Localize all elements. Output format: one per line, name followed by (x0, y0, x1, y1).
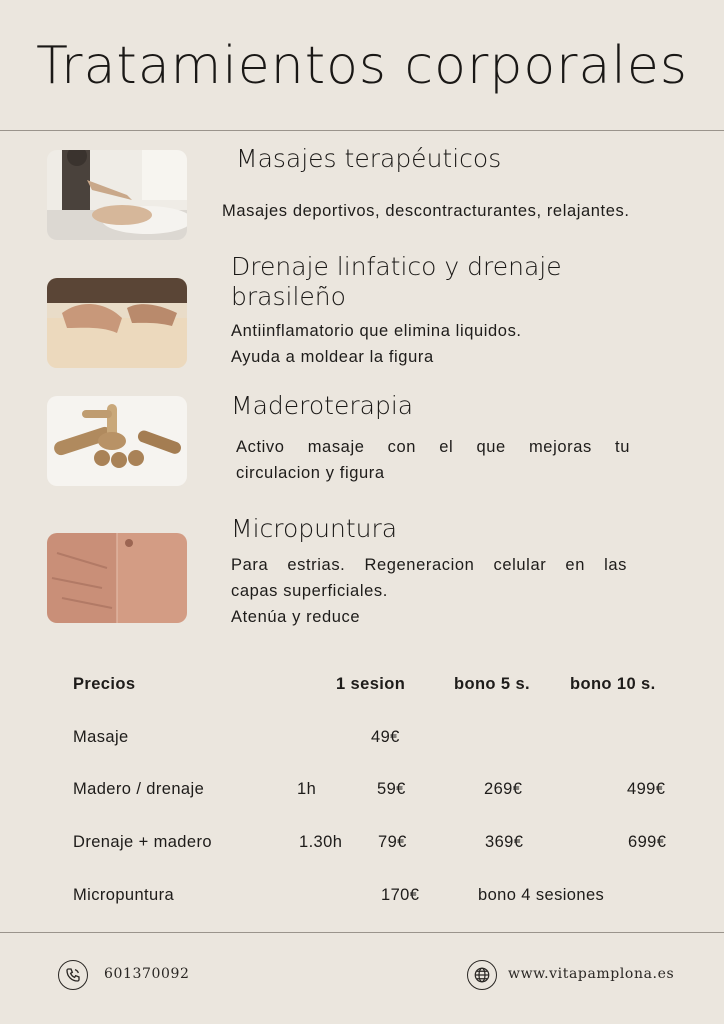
top-divider (0, 130, 724, 131)
price-row-single: 170€ (381, 886, 420, 904)
service-description-drenaje (231, 318, 522, 370)
price-header-bono5: bono 5 s. (454, 675, 531, 693)
description-line: Atenúa y reduce (231, 608, 361, 626)
price-row-single: 59€ (377, 780, 406, 798)
price-row-name: Micropuntura (73, 886, 175, 904)
phone-number[interactable]: 601370092 (104, 966, 190, 982)
price-row-bono5: 269€ (484, 780, 523, 798)
maderoterapia-photo (47, 396, 187, 486)
price-row-name: Masaje (73, 728, 129, 746)
price-row-duration: 1.30h (299, 833, 343, 851)
service-description-masajes (222, 198, 630, 224)
globe-icon[interactable] (467, 960, 497, 990)
description-line: Activo masaje con el que mejoras tu (236, 438, 630, 456)
price-row-single: 49€ (371, 728, 400, 746)
description-line: Ayuda a moldear la figura (231, 348, 434, 366)
description-line: Para estrias. Regeneracion celular en las (231, 556, 627, 574)
price-row-duration: 1h (297, 780, 317, 798)
description-line: circulacion y figura (236, 464, 385, 482)
drainage-photo (47, 278, 187, 368)
price-row-bono5: 369€ (485, 833, 524, 851)
title-line: Drenaje linfatico y drenaje (231, 252, 562, 281)
massage-photo (47, 150, 187, 240)
service-title-drenaje (231, 252, 562, 312)
price-header-label: Precios (73, 675, 136, 693)
description-line: Masajes deportivos, descontracturantes, relajantes. (222, 202, 630, 220)
price-row-bono10: 499€ (627, 780, 666, 798)
phone-icon[interactable] (58, 960, 88, 990)
description-line: capas superficiales. (231, 582, 388, 600)
price-header-bono10: bono 10 s. (570, 675, 656, 693)
service-description-maderoterapia (236, 434, 630, 486)
title-line: brasileño (231, 282, 346, 311)
price-row-name: Drenaje + madero (73, 833, 212, 851)
price-row-bono5: bono 4 sesiones (478, 886, 605, 904)
price-row-name: Madero / drenaje (73, 780, 205, 798)
service-title-masajes: Masajes terapéuticos (236, 144, 502, 173)
bottom-divider (0, 932, 724, 933)
service-description-micropuntura (231, 552, 627, 630)
price-row-single: 79€ (378, 833, 407, 851)
description-line: Antiinflamatorio que elimina liquidos. (231, 322, 522, 340)
price-row-bono10: 699€ (628, 833, 667, 851)
page-title: Tratamientos corporales (36, 36, 688, 96)
micropuntura-photo (47, 533, 187, 623)
price-header-single: 1 sesion (336, 675, 406, 693)
service-title-maderoterapia: Maderoterapia (231, 391, 414, 420)
website-link[interactable]: www.vitapamplona.es (508, 966, 675, 982)
service-title-micropuntura: Micropuntura (231, 514, 398, 543)
